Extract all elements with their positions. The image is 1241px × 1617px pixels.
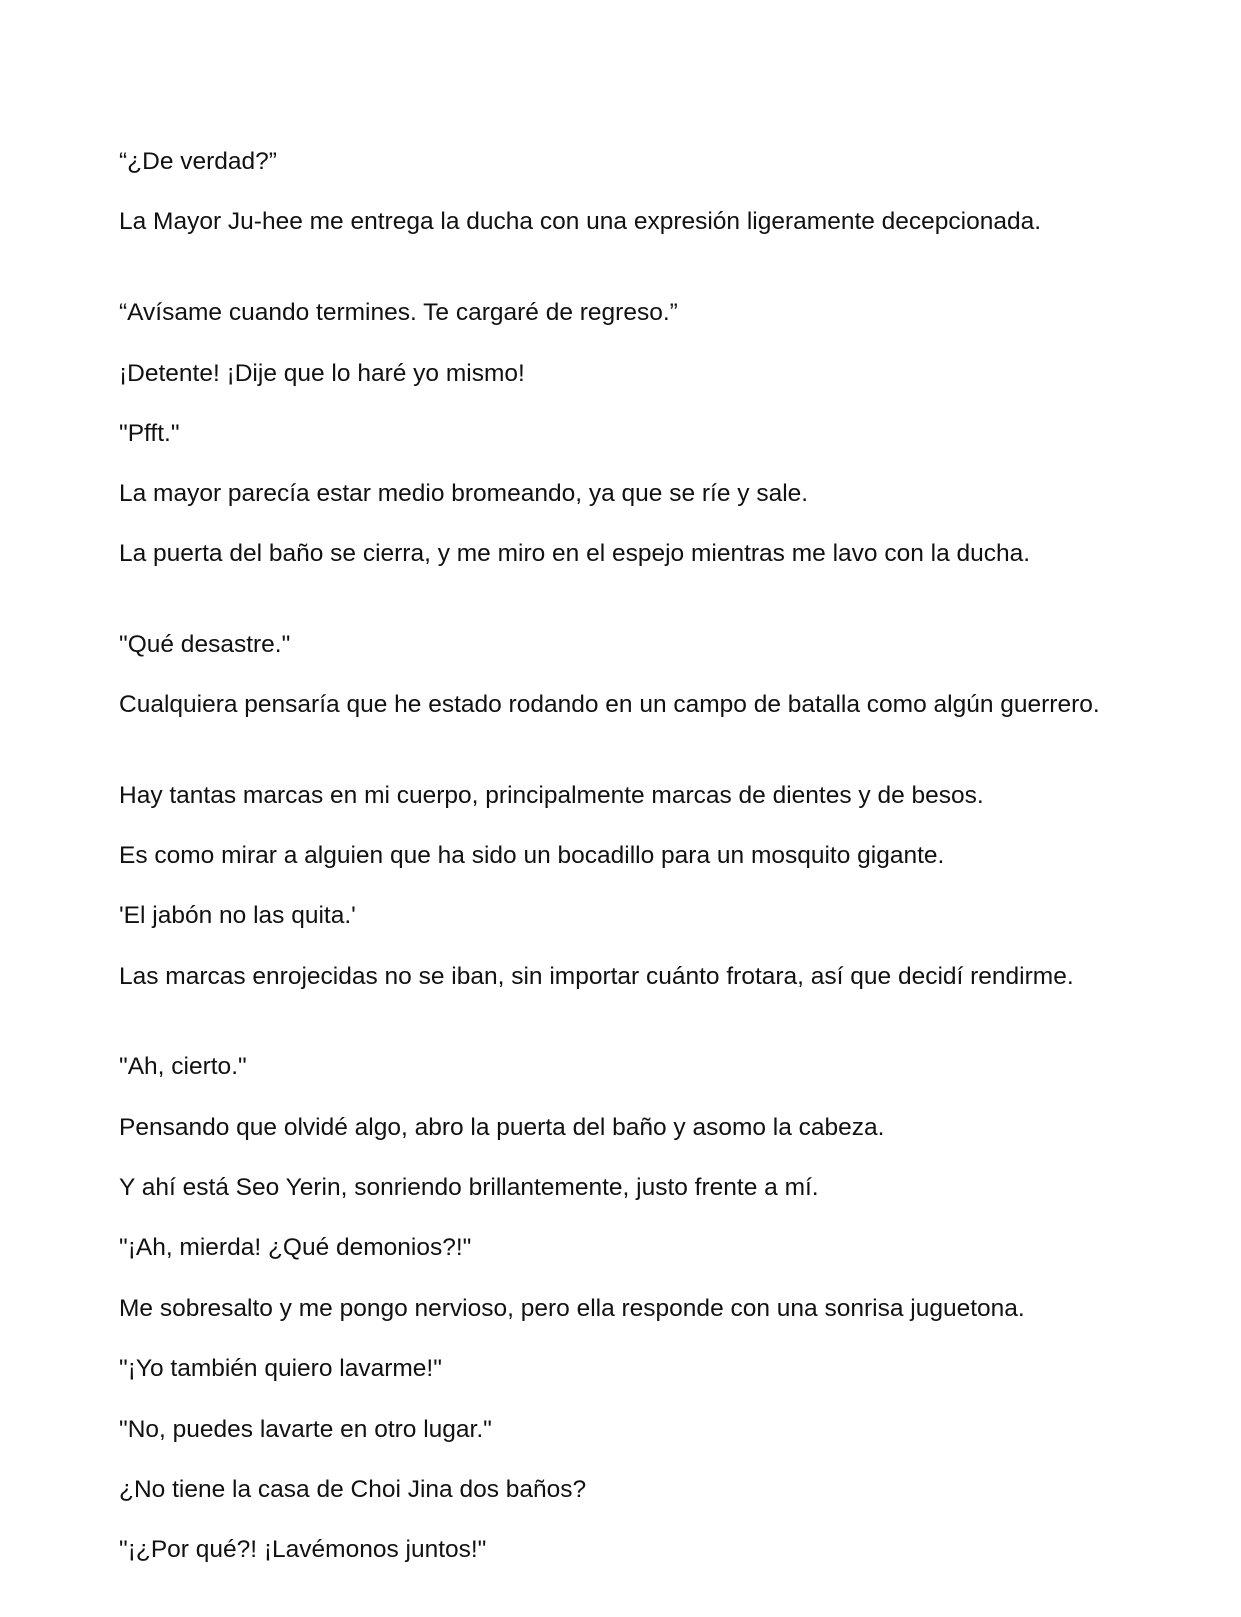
paragraph: “Avísame cuando termines. Te cargaré de regreso.” [119,299,678,326]
paragraph: Pensando que olvidé algo, abro la puerta del baño y asomo la cabeza. [119,1114,885,1141]
paragraph: “¿De verdad?” [119,148,277,175]
paragraph: "¡¿Por qué?! ¡Lavémonos juntos!" [119,1536,487,1563]
paragraph: "¡Ah, mierda! ¿Qué demonios?!" [119,1234,472,1261]
paragraph: Las marcas enrojecidas no se iban, sin importar cuánto frotara, así que decidí rendirme. [119,963,1074,990]
paragraph: Hay tantas marcas en mi cuerpo, principalmente marcas de dientes y de besos. [119,782,984,809]
paragraph: "No, puedes lavarte en otro lugar." [119,1416,492,1443]
paragraph: Cualquiera pensaría que he estado rodando en un campo de batalla como algún guerrero. [119,691,1100,718]
paragraph: La Mayor Ju-hee me entrega la ducha con una expresión ligeramente decepcionada. [119,208,1042,235]
paragraph: "Qué desastre." [119,631,291,658]
paragraph: "Ah, cierto." [119,1053,247,1080]
paragraph: La puerta del baño se cierra, y me miro en el espejo mientras me lavo con la ducha. [119,540,1031,567]
paragraph: Me sobresalto y me pongo nervioso, pero ella responde con una sonrisa juguetona. [119,1295,1025,1322]
paragraph: Y ahí está Seo Yerin, sonriendo brillantemente, justo frente a mí. [119,1174,819,1201]
paragraph: ¡Detente! ¡Dije que lo haré yo mismo! [119,360,525,387]
paragraph: La mayor parecía estar medio bromeando, ya que se ríe y sale. [119,480,809,507]
paragraph: "Pfft." [119,420,180,447]
paragraph: Es como mirar a alguien que ha sido un bocadillo para un mosquito gigante. [119,842,945,869]
paragraph: ¿No tiene la casa de Choi Jina dos baños? [119,1476,587,1503]
paragraph: 'El jabón no las quita.' [119,902,356,929]
paragraph: "¡Yo también quiero lavarme!" [119,1355,442,1382]
